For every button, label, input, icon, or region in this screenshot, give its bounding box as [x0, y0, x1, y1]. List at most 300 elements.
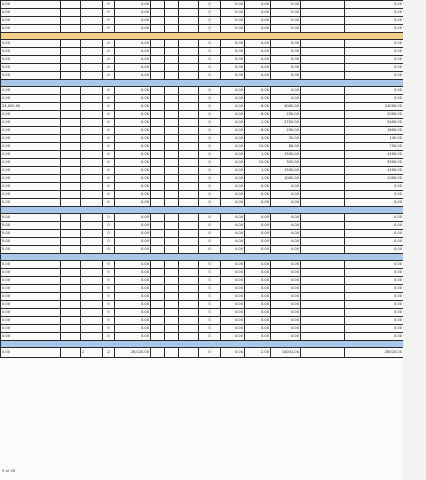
table-cell: 0.00 [115, 40, 151, 48]
table-cell [151, 293, 165, 301]
table-cell: 0.00 [115, 143, 151, 151]
table-cell: 0 [103, 127, 115, 135]
table-cell: 0.00 [245, 325, 271, 333]
table-cell: 250.00 [271, 111, 301, 119]
table-cell [151, 285, 165, 293]
table-cell [165, 325, 179, 333]
table-cell: 0.00 [345, 285, 404, 293]
table-cell: 0.00 [221, 119, 245, 127]
table-cell [81, 333, 103, 341]
table-cell [81, 230, 103, 238]
table-cell: 0 [199, 111, 221, 119]
table-row [1, 119, 404, 127]
table-cell [81, 64, 103, 72]
table-cell: 0 [199, 56, 221, 64]
table-cell [301, 261, 345, 269]
table-cell [165, 1, 179, 9]
table-cell [165, 143, 179, 151]
table-cell [165, 333, 179, 341]
table-cell: 0.00 [115, 214, 151, 222]
table-cell [151, 269, 165, 277]
table-cell [81, 135, 103, 143]
table-cell: 0.00 [115, 9, 151, 17]
table-cell: 0 [199, 72, 221, 80]
table-cell [179, 167, 199, 175]
table-cell: 0.00 [221, 9, 245, 17]
table-cell: 0.00 [1, 25, 61, 33]
table-cell: 0.00 [345, 25, 404, 33]
table-cell: 0.00 [271, 246, 301, 254]
table-cell [165, 238, 179, 246]
table-cell: 2 [103, 348, 115, 358]
table-cell: 0 [103, 269, 115, 277]
table-cell: 0.00 [245, 214, 271, 222]
table-cell: 0 [103, 246, 115, 254]
table-cell: 0 [199, 293, 221, 301]
table-cell: 0 [103, 230, 115, 238]
table-cell: 0.00 [115, 285, 151, 293]
table-cell: 0 [103, 48, 115, 56]
table-cell: 0.00 [115, 87, 151, 95]
table-cell [81, 191, 103, 199]
table-cell: 0 [103, 64, 115, 72]
table-cell: 0.00 [345, 309, 404, 317]
table-cell: 0.00 [1, 135, 61, 143]
table-row [1, 333, 404, 341]
table-cell [179, 214, 199, 222]
table-cell: 0.00 [221, 1, 245, 9]
table-cell: 0 [199, 214, 221, 222]
table-cell: 0.00 [271, 214, 301, 222]
table-cell [301, 119, 345, 127]
table-cell: 0.00 [1, 301, 61, 309]
table-cell [179, 17, 199, 25]
table-row [1, 56, 404, 64]
table-cell: 8.00 [245, 103, 271, 111]
table-cell: 0.00 [245, 309, 271, 317]
table-cell: 0.00 [1, 285, 61, 293]
table-cell: 0.00 [1, 127, 61, 135]
table-cell [165, 261, 179, 269]
table-cell: 0 [103, 277, 115, 285]
table-cell: 0.00 [221, 325, 245, 333]
table-cell: 0 [199, 17, 221, 25]
table-cell [301, 103, 345, 111]
table-cell: 0 [199, 191, 221, 199]
table-cell [61, 293, 81, 301]
table-cell: 0.00 [245, 285, 271, 293]
table-cell: 0.00 [221, 317, 245, 325]
table-cell [165, 9, 179, 17]
table-cell [301, 95, 345, 103]
table-row [1, 111, 404, 119]
table-cell: 0 [199, 151, 221, 159]
table-cell: 0 [199, 183, 221, 191]
table-cell [61, 214, 81, 222]
table-cell: 0.00 [115, 230, 151, 238]
table-cell: 0.00 [115, 135, 151, 143]
table-cell [165, 167, 179, 175]
table-cell: 0.00 [115, 277, 151, 285]
table-cell [179, 199, 199, 207]
table-cell: 0 [103, 317, 115, 325]
table-cell [151, 230, 165, 238]
table-cell: 0.00 [115, 159, 151, 167]
table-cell [165, 191, 179, 199]
table-cell: 0.00 [1, 175, 61, 183]
table-cell [81, 293, 103, 301]
table-cell: 0 [103, 87, 115, 95]
table-cell: 0.00 [271, 301, 301, 309]
table-cell: 0.00 [115, 111, 151, 119]
table-cell [301, 17, 345, 25]
table-cell: 0.00 [1, 48, 61, 56]
table-cell [151, 167, 165, 175]
table-cell: 0.00 [245, 261, 271, 269]
table-cell: 0.00 [1, 277, 61, 285]
table-cell: 0.00 [1, 183, 61, 191]
table-cell: 0.00 [245, 183, 271, 191]
table-cell: 1.00 [245, 167, 271, 175]
table-row [1, 167, 404, 175]
table-cell [61, 25, 81, 33]
table-cell: 0.00 [345, 214, 404, 222]
table-cell: 0 [103, 222, 115, 230]
table-cell: 0.00 [271, 293, 301, 301]
table-cell [81, 40, 103, 48]
table-cell [301, 40, 345, 48]
table-cell: 2000.00 [345, 111, 404, 119]
table-cell: 0 [103, 191, 115, 199]
table-cell [301, 167, 345, 175]
table-cell [301, 135, 345, 143]
table-cell [61, 143, 81, 151]
table-cell: 0 [199, 25, 221, 33]
table-cell: 0 [199, 127, 221, 135]
table-cell [151, 261, 165, 269]
table-row [1, 199, 404, 207]
table-cell: 0.00 [115, 127, 151, 135]
table-cell: 0.00 [115, 167, 151, 175]
table-cell: 2700.00 [271, 119, 301, 127]
table-cell: 14001.00 [271, 348, 301, 358]
table-cell: 0 [103, 214, 115, 222]
table-cell: 2.00 [245, 348, 271, 358]
table-cell: 0.00 [245, 25, 271, 33]
table-cell [61, 127, 81, 135]
table-cell [179, 103, 199, 111]
table-cell [165, 127, 179, 135]
table-cell: 0 [199, 285, 221, 293]
table-cell: 0 [103, 238, 115, 246]
table-cell: 0.00 [245, 9, 271, 17]
table-cell [61, 17, 81, 25]
table-cell: 0.00 [115, 222, 151, 230]
table-cell [301, 9, 345, 17]
table-cell [81, 183, 103, 191]
table-cell [61, 1, 81, 9]
table-cell: 0.00 [115, 48, 151, 56]
table-cell: 0 [199, 269, 221, 277]
table-cell [81, 95, 103, 103]
section-band [1, 33, 404, 40]
table-cell [61, 48, 81, 56]
table-cell [61, 277, 81, 285]
table-cell: 10.00 [245, 143, 271, 151]
table-cell: 0.00 [1, 87, 61, 95]
table-cell [179, 95, 199, 103]
table-cell: 0.00 [115, 1, 151, 9]
table-cell: 0.00 [271, 56, 301, 64]
table-cell: 1500.00 [345, 167, 404, 175]
table-cell [165, 277, 179, 285]
table-cell [61, 111, 81, 119]
table-cell: 0 [199, 199, 221, 207]
table-cell [81, 214, 103, 222]
table-cell: 0.00 [221, 40, 245, 48]
table-row [1, 214, 404, 222]
table-cell [81, 167, 103, 175]
table-cell [81, 261, 103, 269]
table-cell: 0.00 [345, 246, 404, 254]
table-cell: 0.00 [1, 325, 61, 333]
table-cell: 0.00 [271, 183, 301, 191]
table-row [1, 301, 404, 309]
table-cell: 0.00 [245, 269, 271, 277]
table-cell: 0.00 [345, 301, 404, 309]
table-cell: 0.00 [1, 261, 61, 269]
table-cell [165, 269, 179, 277]
table-cell [61, 261, 81, 269]
table-cell [165, 222, 179, 230]
table-cell: 0.00 [115, 301, 151, 309]
table-cell [179, 87, 199, 95]
table-row [1, 103, 404, 111]
table-cell [179, 261, 199, 269]
table-cell: 0 [103, 1, 115, 9]
table-cell: 0 [199, 119, 221, 127]
table-row [1, 9, 404, 17]
table-cell: 0.00 [345, 230, 404, 238]
table-cell [179, 269, 199, 277]
table-cell [61, 238, 81, 246]
table-cell [165, 111, 179, 119]
table-cell [61, 167, 81, 175]
table-cell [81, 238, 103, 246]
table-cell [81, 1, 103, 9]
table-cell: 0.00 [345, 222, 404, 230]
table-cell: 8.00 [245, 127, 271, 135]
table-cell [151, 103, 165, 111]
table-cell: 0.00 [245, 48, 271, 56]
table-cell [165, 199, 179, 207]
table-row [1, 25, 404, 33]
table-cell: 0.00 [271, 285, 301, 293]
section-band-cell [1, 341, 404, 348]
table-cell: 1600.00 [345, 127, 404, 135]
table-cell: 0 [199, 95, 221, 103]
table-row [1, 183, 404, 191]
table-cell [301, 25, 345, 33]
table-cell [179, 301, 199, 309]
table-cell [301, 246, 345, 254]
table-cell: 0.00 [345, 333, 404, 341]
table-cell: 0 [199, 135, 221, 143]
table-cell: 0.00 [1, 238, 61, 246]
table-cell [179, 135, 199, 143]
table-cell [81, 277, 103, 285]
section-band [1, 207, 404, 214]
table-cell: 0 [199, 238, 221, 246]
table-row [1, 64, 404, 72]
table-cell [61, 64, 81, 72]
table-cell: 1000.00 [345, 175, 404, 183]
table-cell: 0 [199, 301, 221, 309]
table-cell [179, 238, 199, 246]
table-cell: 0.00 [115, 151, 151, 159]
table-cell: 0 [199, 333, 221, 341]
table-cell: 0 [199, 48, 221, 56]
table-cell: 1500.00 [345, 151, 404, 159]
table-cell [151, 325, 165, 333]
table-cell: 0 [103, 151, 115, 159]
table-row [1, 135, 404, 143]
table-cell: 0.00 [1, 269, 61, 277]
table-cell: 0.00 [345, 56, 404, 64]
section-band-cell [1, 80, 404, 87]
table-cell [165, 103, 179, 111]
table-cell: 0.00 [221, 230, 245, 238]
table-cell: 0.00 [271, 277, 301, 285]
table-cell: 0 [103, 25, 115, 33]
section-band [1, 254, 404, 261]
table-cell [301, 56, 345, 64]
table-cell [165, 301, 179, 309]
table-cell: 0.00 [245, 293, 271, 301]
table-cell [301, 151, 345, 159]
section-band-cell [1, 207, 404, 214]
table-row [1, 230, 404, 238]
table-cell: 0.00 [271, 325, 301, 333]
table-cell: 0.00 [221, 72, 245, 80]
table-row [1, 261, 404, 269]
table-cell: 0 [103, 9, 115, 17]
table-cell: 0.00 [221, 348, 245, 358]
table-cell [61, 72, 81, 80]
table-cell: 0.00 [221, 301, 245, 309]
table-cell: 0.00 [271, 72, 301, 80]
table-cell [165, 175, 179, 183]
table-cell: 0.00 [1, 111, 61, 119]
table-cell: 24000.00 [345, 103, 404, 111]
table-cell: 28,020.00 [115, 348, 151, 358]
table-cell: 0.00 [221, 333, 245, 341]
table-cell: 1500.00 [271, 151, 301, 159]
table-cell [165, 317, 179, 325]
table-cell: 0 [103, 183, 115, 191]
table-row [1, 1, 404, 9]
table-cell [179, 293, 199, 301]
table-row [1, 238, 404, 246]
table-row [1, 325, 404, 333]
table-cell: 0 [103, 40, 115, 48]
table-cell [81, 151, 103, 159]
table-cell [165, 72, 179, 80]
table-cell: 0.00 [245, 191, 271, 199]
table-cell: 8.00 [245, 111, 271, 119]
table-cell: 0 [103, 167, 115, 175]
table-cell [151, 48, 165, 56]
table-row [1, 246, 404, 254]
table-cell: 0 [103, 95, 115, 103]
table-cell [151, 222, 165, 230]
table-cell: 0.00 [115, 56, 151, 64]
table-cell [81, 159, 103, 167]
table-cell: 0 [199, 9, 221, 17]
table-cell [61, 183, 81, 191]
table-cell: 0 [103, 72, 115, 80]
table-cell: 0.00 [271, 199, 301, 207]
table-cell [151, 64, 165, 72]
table-cell: 0.00 [345, 317, 404, 325]
table-cell: 0.00 [1, 317, 61, 325]
table-cell [151, 56, 165, 64]
table-cell: 0.00 [245, 56, 271, 64]
table-cell: 0 [103, 17, 115, 25]
table-cell: 0.00 [1, 95, 61, 103]
table-cell [165, 214, 179, 222]
table-cell: 0.00 [1, 333, 61, 341]
table-cell [61, 9, 81, 17]
table-cell: 0.00 [345, 199, 404, 207]
table-cell [151, 317, 165, 325]
table-cell: 0 [103, 293, 115, 301]
table-cell [151, 1, 165, 9]
table-cell: 0.00 [1, 222, 61, 230]
table-cell: 0 [103, 309, 115, 317]
table-cell: 0.00 [115, 119, 151, 127]
table-cell [179, 309, 199, 317]
page-footer: 9 of 26 [2, 468, 16, 473]
table-cell: 0.00 [271, 317, 301, 325]
table-cell [61, 103, 81, 111]
table-cell [151, 87, 165, 95]
table-row [1, 95, 404, 103]
table-cell [151, 159, 165, 167]
table-cell: 0.00 [245, 222, 271, 230]
table-cell: 0.00 [271, 222, 301, 230]
table-cell: 0.00 [345, 183, 404, 191]
table-cell: 0.00 [271, 238, 301, 246]
table-cell [81, 9, 103, 17]
table-cell [301, 127, 345, 135]
table-cell [179, 56, 199, 64]
table-cell: 0.00 [115, 183, 151, 191]
table-cell [165, 17, 179, 25]
table-cell: 0.00 [245, 199, 271, 207]
table-cell: 0.00 [271, 261, 301, 269]
table-cell: 0 [199, 246, 221, 254]
table-cell: 0.00 [1, 72, 61, 80]
table-cell [81, 87, 103, 95]
table-cell: 0.00 [221, 285, 245, 293]
table-cell: 35.00 [271, 135, 301, 143]
table-cell [61, 222, 81, 230]
table-row [1, 175, 404, 183]
table-cell [151, 127, 165, 135]
table-cell [165, 95, 179, 103]
table-cell [151, 151, 165, 159]
